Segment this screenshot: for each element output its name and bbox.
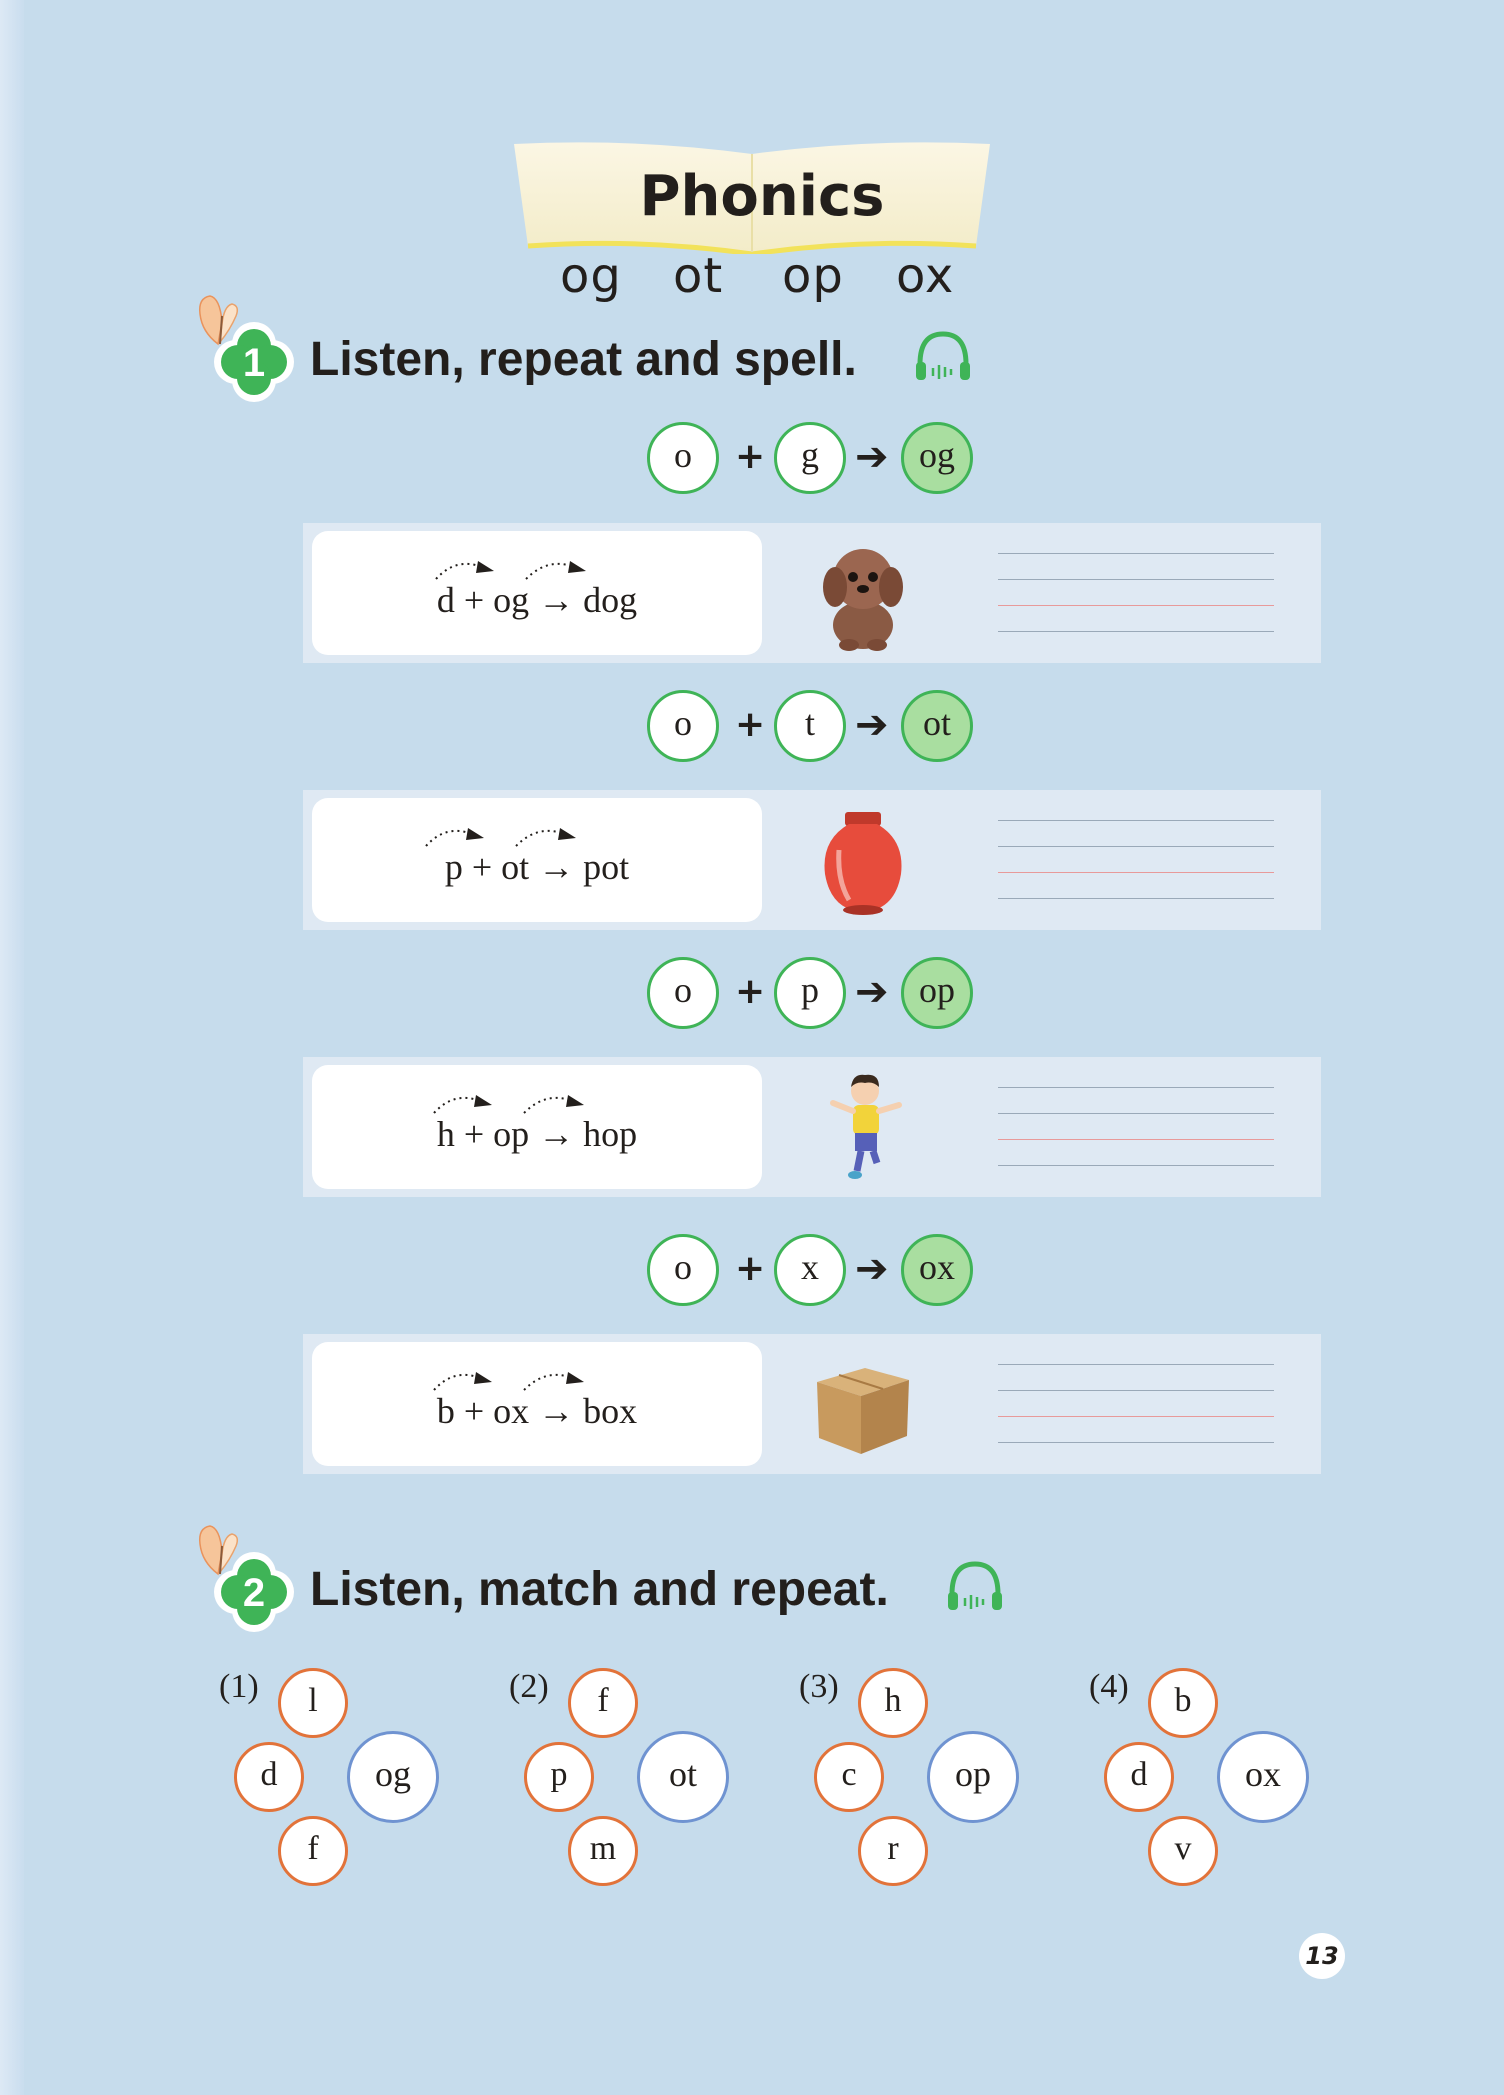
rime-ot: ot bbox=[673, 248, 724, 304]
letter-option[interactable]: f bbox=[568, 1668, 638, 1738]
letter-option[interactable]: f bbox=[278, 1816, 348, 1886]
writing-lines bbox=[998, 820, 1274, 900]
rime-circle: op bbox=[901, 957, 973, 1029]
section-2-title: Listen, match and repeat. bbox=[310, 1563, 889, 1616]
writing-lines bbox=[998, 553, 1274, 633]
arrow-icon: ➔ bbox=[855, 969, 889, 1015]
letter-option[interactable]: m bbox=[568, 1816, 638, 1886]
arrow-icon: ➔ bbox=[855, 1246, 889, 1292]
word-box bbox=[312, 798, 762, 922]
letter-circle: o bbox=[647, 1234, 719, 1306]
section-1-number: 1 bbox=[242, 341, 266, 385]
letter-circle: p bbox=[774, 957, 846, 1029]
word-box bbox=[312, 1065, 762, 1189]
word-strip-box bbox=[303, 1334, 1321, 1474]
letter-option[interactable]: d bbox=[1104, 1742, 1174, 1812]
blend-text: p + ot → pot bbox=[444, 847, 630, 887]
letter-option[interactable]: l bbox=[278, 1668, 348, 1738]
group-label: (1) bbox=[219, 1668, 259, 1705]
letter-option[interactable]: v bbox=[1148, 1816, 1218, 1886]
rime-target[interactable]: og bbox=[347, 1731, 439, 1823]
group-label: (2) bbox=[509, 1668, 549, 1705]
blend-text: d + og → dog bbox=[436, 580, 638, 620]
letter-circle: g bbox=[774, 422, 846, 494]
title-book bbox=[514, 142, 990, 254]
word-box bbox=[312, 531, 762, 655]
writing-lines bbox=[998, 1364, 1274, 1444]
dog-picture bbox=[803, 533, 923, 653]
plus-sign: + bbox=[735, 1248, 766, 1289]
letter-option[interactable]: h bbox=[858, 1668, 928, 1738]
word-box bbox=[312, 1342, 762, 1466]
word-strip-hop bbox=[303, 1057, 1321, 1197]
page-title: Phonics bbox=[639, 164, 885, 229]
letter-circle: x bbox=[774, 1234, 846, 1306]
section-1-title: Listen, repeat and spell. bbox=[310, 333, 857, 386]
section-2-badge bbox=[214, 1552, 294, 1632]
page-edge bbox=[0, 0, 24, 2095]
rime-ox: ox bbox=[896, 248, 955, 304]
plus-sign: + bbox=[735, 436, 766, 477]
arrow-icon: ➔ bbox=[855, 702, 889, 748]
headphones-icon[interactable] bbox=[914, 330, 972, 382]
page-number: 13 bbox=[1299, 1933, 1345, 1979]
rime-target[interactable]: ox bbox=[1217, 1731, 1309, 1823]
letter-circle: o bbox=[647, 422, 719, 494]
section-2-number: 2 bbox=[242, 1571, 266, 1615]
letter-option[interactable]: r bbox=[858, 1816, 928, 1886]
letter-circle: t bbox=[774, 690, 846, 762]
plus-sign: + bbox=[735, 971, 766, 1012]
letter-circle: o bbox=[647, 690, 719, 762]
rime-circle: ox bbox=[901, 1234, 973, 1306]
rime-circle: og bbox=[901, 422, 973, 494]
rime-op: op bbox=[782, 248, 844, 304]
letter-option[interactable]: c bbox=[814, 1742, 884, 1812]
letter-circle: o bbox=[647, 957, 719, 1029]
rime-og: og bbox=[560, 248, 622, 304]
letter-option[interactable]: p bbox=[524, 1742, 594, 1812]
headphones-icon[interactable] bbox=[946, 1560, 1004, 1612]
arrow-icon: ➔ bbox=[855, 434, 889, 480]
rime-target[interactable]: op bbox=[927, 1731, 1019, 1823]
word-strip-dog bbox=[303, 523, 1321, 663]
blend-text: b + ox → box bbox=[436, 1391, 638, 1431]
word-strip-pot bbox=[303, 790, 1321, 930]
writing-lines bbox=[998, 1087, 1274, 1167]
plus-sign: + bbox=[735, 704, 766, 745]
box-picture bbox=[803, 1344, 923, 1464]
letter-option[interactable]: d bbox=[234, 1742, 304, 1812]
pot-picture bbox=[803, 800, 923, 920]
group-label: (4) bbox=[1089, 1668, 1129, 1705]
rime-circle: ot bbox=[901, 690, 973, 762]
rime-target[interactable]: ot bbox=[637, 1731, 729, 1823]
letter-option[interactable]: b bbox=[1148, 1668, 1218, 1738]
group-label: (3) bbox=[799, 1668, 839, 1705]
blend-text: h + op → hop bbox=[436, 1114, 638, 1154]
hop-picture bbox=[803, 1067, 923, 1187]
section-1-badge bbox=[214, 322, 294, 402]
